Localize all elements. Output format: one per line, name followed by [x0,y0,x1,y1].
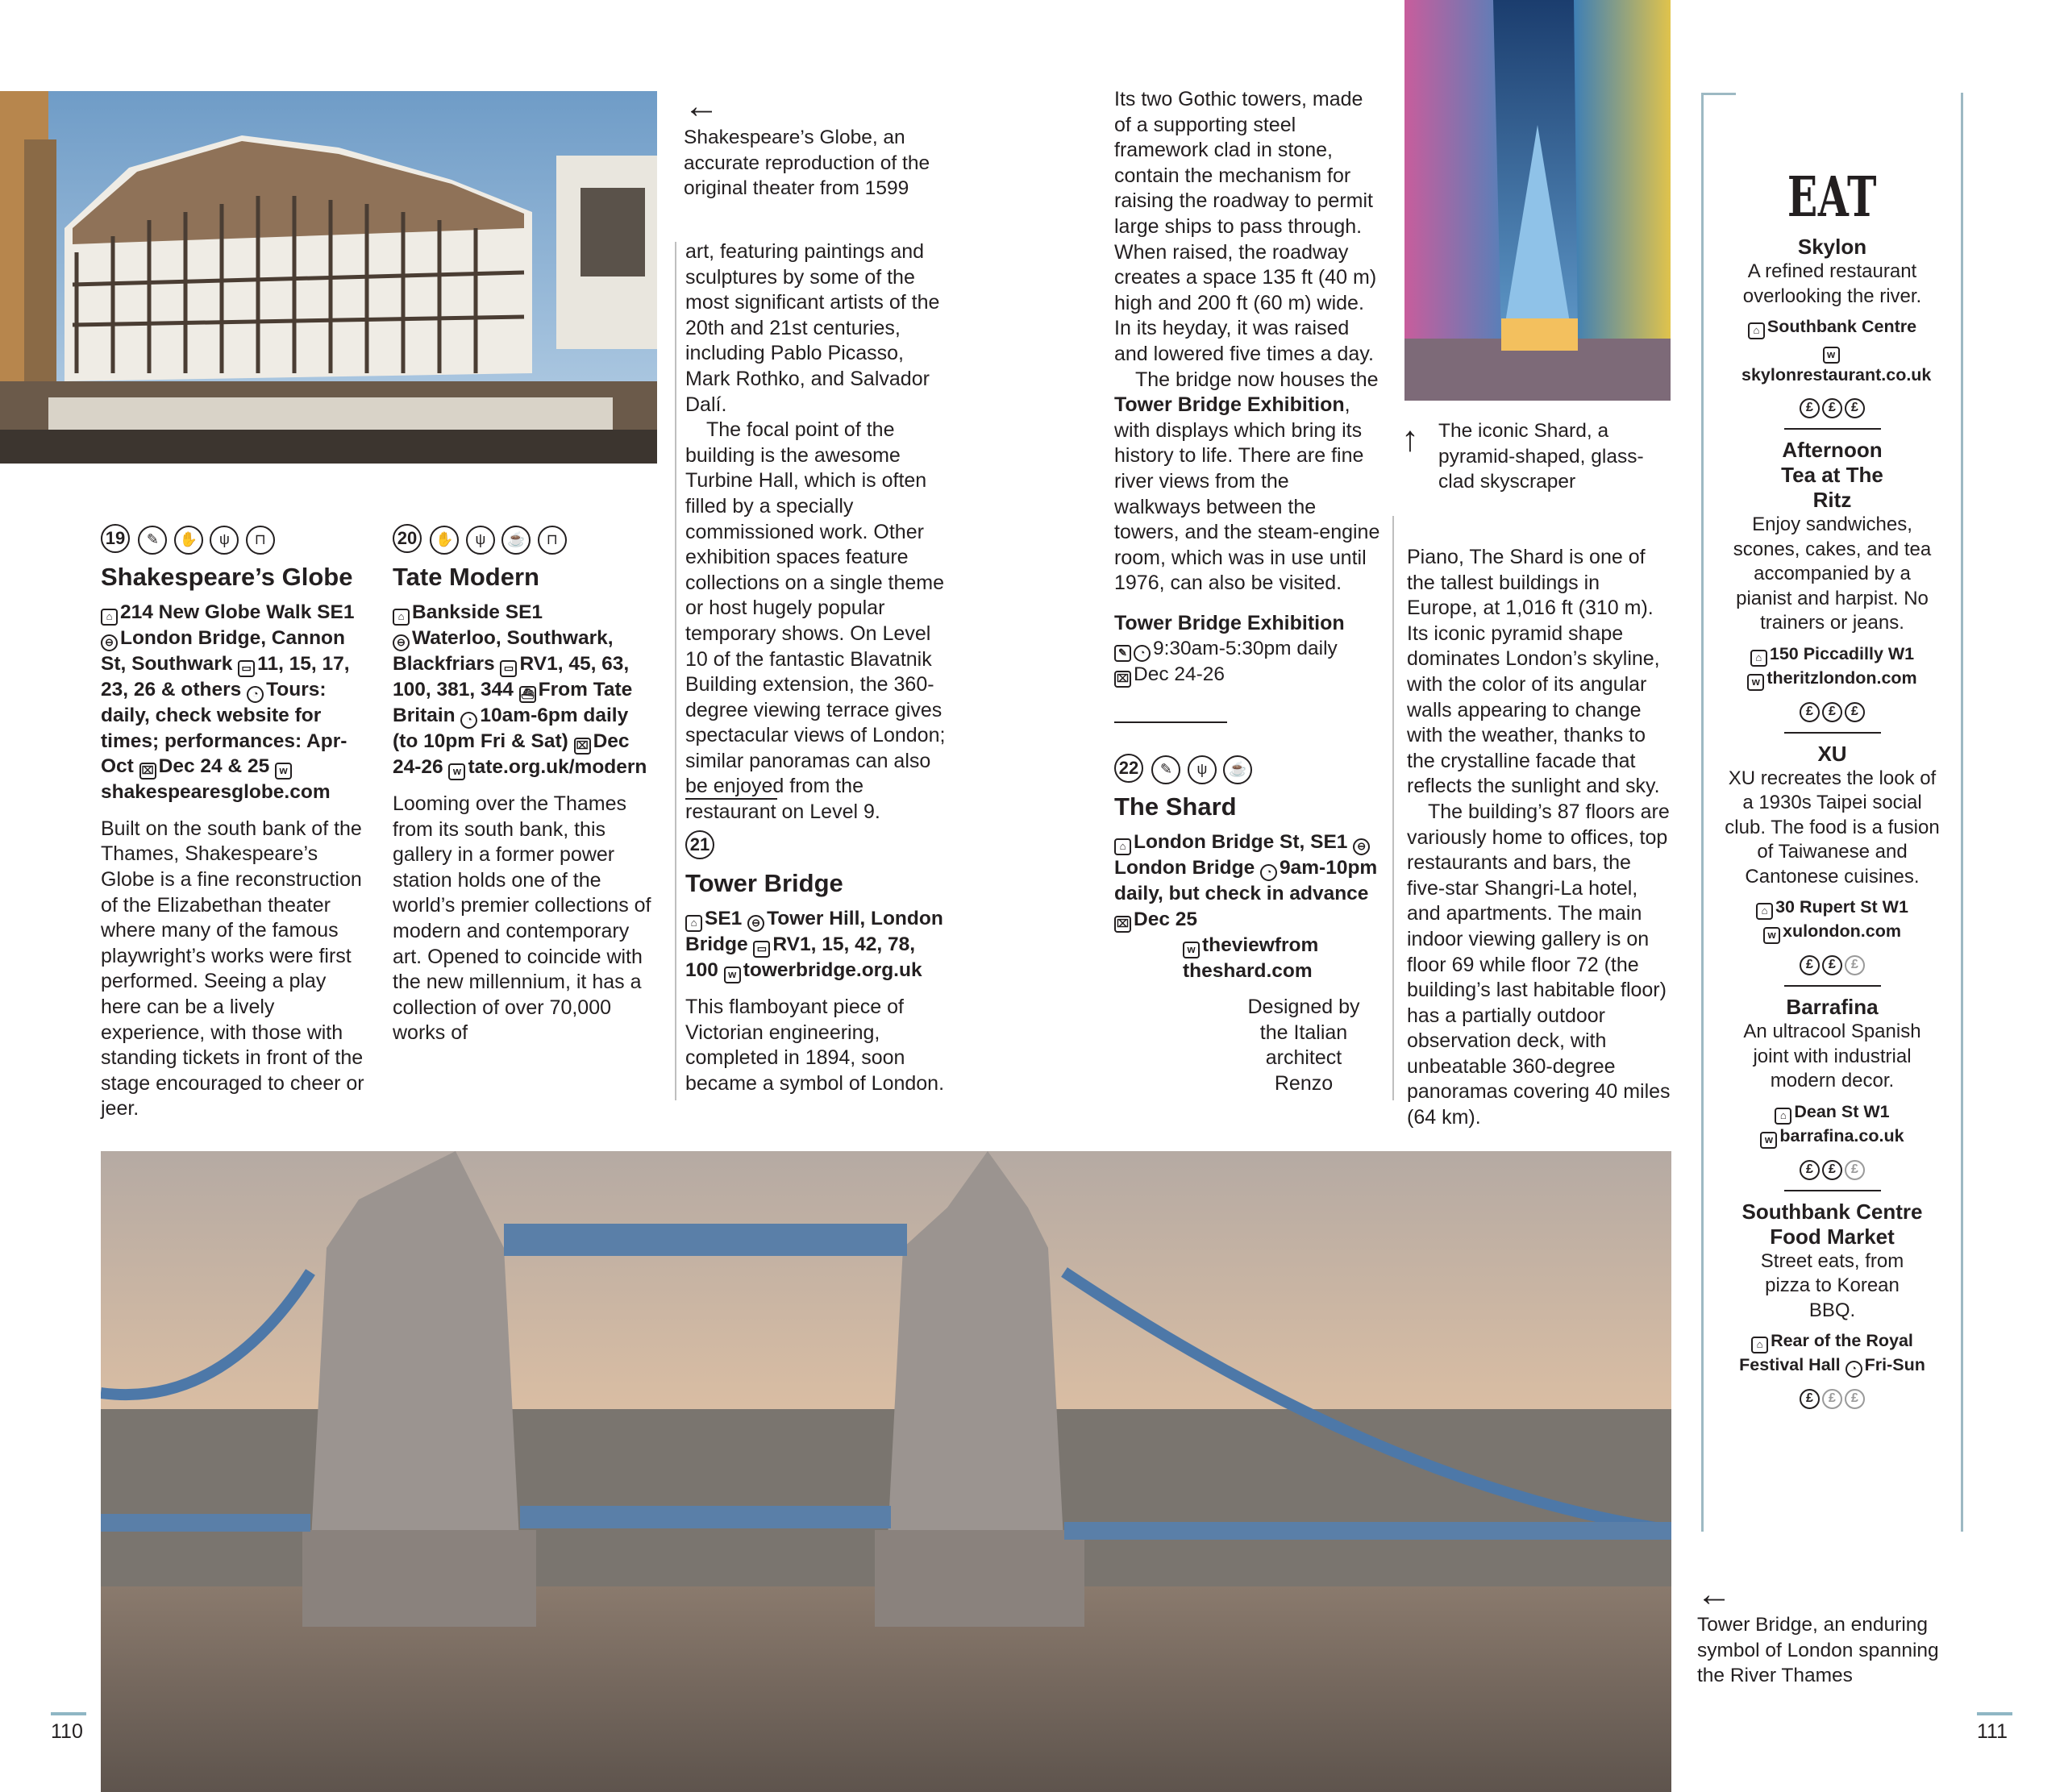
pound-icon: £ [1800,1389,1820,1409]
underground-icon: ⊖ [747,915,764,932]
tower-bridge-continued [1114,87,1380,688]
address: 30 Rupert St W1 [1775,897,1908,917]
transport: Waterloo, Southwark, Blackfriars [393,627,614,675]
eat-divider [1784,985,1881,987]
eat-item-desc: A refined restaurant overlooking the river. [1742,260,1922,307]
entry-title: Tate Modern [393,563,539,591]
arrow-left-icon: ← [1696,1574,1732,1614]
cafe-icon: ☕ [501,526,531,555]
pound-icon: £ [1845,1160,1865,1180]
restaurant-icon: ψ [1188,755,1217,784]
calendar-icon: ⌧ [574,738,591,755]
website-link[interactable]: tate.org.uk/modern [468,756,647,778]
eat-item-desc: Enjoy sandwiches, scones, cakes, and tea accompanied by a pianist and harpist. No trainers or jeans. [1733,513,1932,634]
shard-caption: The iconic Shard, a pyramid-shaped, glass-clad skyscraper [1438,420,1644,493]
feature-icons [685,830,951,866]
entry-number: 21 [685,830,714,859]
website-link[interactable]: theritzlondon.com [1766,667,1917,688]
transport: London Bridge [1114,857,1255,879]
house-icon: ⌂ [1775,1108,1791,1125]
price-rating [1800,398,1865,418]
eat-item-desc: Street eats, from pizza to Korean BBQ. [1760,1249,1904,1321]
ticket-icon: ✎ [138,526,167,555]
underground-icon: ⊖ [393,634,410,651]
price-rating [1800,1160,1865,1180]
eat-item-desc: An ultracool Spanish joint with industrial modern decor. [1743,1021,1921,1091]
body-text: , with displays which bring its history to life. There are fine river views from the walkways between the towers, and the steam-engine room, which was in use until 1976, can also be visited. [1114,393,1380,595]
address: 214 New Globe Walk SE1 [120,601,355,623]
house-icon: ⌂ [1756,903,1773,920]
house-icon: ⌂ [393,609,410,626]
address: Rear of the Royal Festival Hall [1739,1331,1913,1374]
closed: Dec 25 [1134,908,1198,930]
ticket-icon: ✎ [1114,645,1131,662]
calendar-icon: ⌧ [1114,671,1131,688]
closed: Dec 24-26 [1134,663,1226,686]
web-icon: w [1760,1132,1777,1149]
hours: 9:30am-5:30pm daily [1153,638,1338,660]
boat: From Tate Britain [393,679,633,726]
address: London Bridge St, SE1 [1134,831,1348,853]
entry-shard [1114,754,1380,1097]
entry-body: Designed by the Italian architect Renzo [1247,996,1360,1095]
pound-icon: £ [1822,1160,1842,1180]
column-divider [1392,516,1394,1100]
eat-divider [1784,1190,1881,1191]
cafe-icon: ☕ [1223,755,1252,784]
entry-title: The Shard [1114,792,1237,821]
globe-photo [0,91,657,464]
eat-item-name: XU [1817,741,1847,766]
hours: 9am-10pm daily, but check in advance [1114,857,1378,904]
entry-body-cont: art, featuring paintings and sculptures by some of the most significant artists of the 20th and 21st centuries, including Pablo Picasso, Mark Rothko, and Salvador Dalí. [685,240,940,416]
pound-icon: £ [1845,702,1865,722]
web-icon: w [1823,347,1840,364]
website-link[interactable]: xulondon.com [1783,921,1901,941]
eat-item-name: Southbank Centre Food Market [1742,1199,1923,1249]
pound-icon: £ [1800,398,1820,418]
underground-icon: ⊖ [101,634,118,651]
pound-icon: £ [1845,398,1865,418]
eat-item-desc: XU recreates the look of a 1930s Taipei social club. The food is a fusion of Taiwanese and Cantonese cuisines. [1725,767,1940,888]
hours: Fri-Sun [1864,1355,1925,1374]
body-text: The bridge now houses the [1135,368,1379,391]
bridge-caption: Tower Bridge, an enduring symbol of London spanning the River Thames [1697,1614,1939,1687]
eat-item-info [1701,642,1963,691]
eat-item [1701,1200,1963,1410]
pound-icon: £ [1800,1160,1820,1180]
pound-icon: £ [1845,955,1865,975]
entry-body-cont: The focal point of the building is the awesome Turbine Hall, which is often filled by a specially commissioned work. Other exhibition spaces feature collections on a single theme or host hugely popular temporary shows. On Level 10 of the fantastic Blavatnik Building extension, the 360-degree viewing terrace gives spectacular views of London; similar panoramas can also be enjoyed from the restaurant on Level 9. [685,418,946,824]
underground-icon: ⊖ [1353,838,1370,855]
entry-number: 22 [1114,754,1143,783]
clock-icon: ◔ [460,712,477,729]
eat-item-info [1701,1100,1963,1149]
shard-photo [1404,0,1671,401]
eat-divider [1784,732,1881,734]
tower-bridge-photo [101,1151,1671,1792]
bus: 11, 15, 17, 23, 26 & others [101,653,350,701]
entry-tower-bridge [685,830,951,1096]
bus-icon: ▭ [500,660,517,677]
page-number-right: 111 [1977,1720,2008,1743]
entry-number: 20 [393,524,422,553]
page-number-bar [51,1712,86,1715]
entry-body: Looming over the Thames from its south bank, this gallery in a former power station holds one of the world’s premier collections of modern and contemporary art. Opened to coincide with the new millennium, it has a collection of over 70,000 works of [393,792,651,1045]
entry-body-cont: Piano, The Shard is one of the tallest buildings in Europe, at 1,016 ft (310 m). Its iconic pyramid shape dominates London’s skyline, with the color of its angular walls appearing to change with the weather, thanks to the crystalline facade that reflects the sunlight and sky. [1407,546,1660,798]
eat-item [1701,235,1963,418]
hand-icon: ✋ [430,526,459,555]
price-rating [1800,955,1865,975]
body-bold: Tower Bridge Exhibition [1114,393,1345,417]
website-link[interactable]: barrafina.co.uk [1779,1125,1904,1145]
entry-number: 19 [101,524,130,553]
eat-item-name: Skylon [1797,235,1867,259]
tate-continued [685,239,951,825]
transport: London Bridge, Cannon St, Southwark [101,627,345,675]
ticket-icon: ✎ [1151,755,1180,784]
address: Dean St W1 [1794,1101,1890,1121]
entry-title: Shakespeare’s Globe [101,563,353,591]
pound-icon: £ [1822,702,1842,722]
hours: 10am-6pm daily (to 10pm Fri & Sat) [393,705,629,752]
closed: Dec 24-26 [393,730,630,778]
feature-icons [101,524,367,559]
divider [685,798,777,800]
shop-icon: ⊓ [246,526,275,555]
entry-body: Built on the south bank of the Thames, Shakespeare’s Globe is a fine reconstruction of the Elizabethan theater where many of the famous playwright’s works were first performed. Seeing a play here can be a lively experience, with those with standing tickets in front of the stage encouraged to cheer or jeer. [101,817,364,1121]
page-number-left: 110 [51,1720,83,1743]
address: Southbank Centre [1766,317,1917,336]
entry-tate [393,524,659,1046]
shop-icon: ⊓ [538,526,567,555]
web-icon: w [1763,927,1780,944]
exhibition-title: Tower Bridge Exhibition [1114,611,1345,634]
house-icon: ⌂ [101,609,118,626]
arrow-up-icon: ↑ [1401,419,1419,459]
pound-icon: £ [1822,398,1842,418]
entry-body-cont: The building’s 87 floors are variously home to offices, top restaurants and bars, the five-star Shangri-La hotel, and apartments. The main indoor viewing gallery is on floor 69 while floor 72 (the building’s last habitable floor) has a partially outdoor observation deck, with unbeatable 360-degree panoramas covering 40 miles (64 km). [1407,800,1671,1129]
column-divider [675,242,676,1100]
clock-icon: ◔ [1260,864,1277,881]
page-number-bar [1977,1712,2012,1715]
clock-icon: ◔ [1134,645,1151,662]
entry-body: This flamboyant piece of Victorian engineering, completed in 1894, soon became a symbol of London. [685,996,945,1095]
entry-title: Tower Bridge [685,869,843,897]
eat-item-info [1701,1329,1963,1378]
calendar-icon: ⌧ [139,763,156,780]
web-icon: w [724,967,741,983]
entry-info [1114,829,1380,933]
web-icon: w [1183,942,1200,958]
website-link[interactable]: theviewfrom theshard.com [1183,933,1319,982]
eat-item [1701,995,1963,1180]
pound-icon: £ [1822,955,1842,975]
globe-caption: Shakespeare’s Globe, an accurate reproduction of the original theater from 1599 [684,127,930,200]
bus-icon: ▭ [753,941,770,958]
web-icon: w [275,763,292,780]
bus: RV1, 45, 63, 100, 381, 344 [393,653,630,701]
eat-item-name: Barrafina [1786,995,1879,1019]
house-icon: ⌂ [1750,650,1767,667]
divider [1114,721,1227,723]
transport: Tower Hill, London Bridge [685,908,943,955]
closed: Dec 24 & 25 [158,755,270,778]
address: 150 Piccadilly W1 [1769,643,1915,663]
entry-body-cont [1114,368,1380,597]
eat-item [1701,742,1963,976]
eat-divider [1784,428,1881,430]
house-icon: ⌂ [685,915,702,932]
exhibition-info [1114,636,1380,688]
pound-icon: £ [1822,1389,1842,1409]
entry-globe [101,524,367,1122]
hours: Tours: daily, check website for times; performances: Apr-Oct [101,679,347,778]
hand-icon: ✋ [174,526,203,555]
house-icon: ⌂ [1748,322,1765,339]
eat-item-name: Afternoon Tea at The Ritz [1781,438,1883,512]
eat-item [1701,438,1963,722]
house-icon: ⌂ [1114,838,1131,855]
entry-info [101,600,367,805]
feature-icons [393,524,659,559]
bus: RV1, 15, 42, 78, 100 [685,933,916,981]
website-link[interactable]: skylonrestaurant.co.uk [1742,365,1932,385]
bus-icon: ▭ [238,660,255,677]
entry-info [685,906,951,983]
house-icon: ⌂ [1751,1337,1768,1353]
web-icon: w [1747,674,1764,691]
pound-icon: £ [1800,955,1820,975]
calendar-icon: ⌧ [1114,916,1131,933]
pound-icon: £ [1845,1389,1865,1409]
feature-icons [1114,754,1380,789]
entry-web [1114,933,1380,984]
price-rating [1800,1389,1865,1409]
address: SE1 [705,908,743,929]
entry-body-cont: Its two Gothic towers, made of a supporting steel framework clad in stone, contain the mechanism for raising the roadway to permit large ships to pass through. When raised, the roadway creates a space 135 ft (40 m) high and 200 ft (60 m) wide. In its heyday, it was raised and lowered five times a day. [1114,88,1377,365]
web-icon: w [448,763,465,780]
eat-title: EAT [1787,165,1878,230]
clock-icon: ◔ [247,686,264,703]
website-link[interactable]: shakespearesglobe.com [101,781,331,804]
restaurant-icon: ψ [466,526,495,555]
price-rating [1800,702,1865,722]
arrow-left-icon: ← [684,86,719,126]
entry-info [393,600,659,780]
eat-item-info [1701,315,1963,387]
website-link[interactable]: towerbridge.org.uk [743,959,922,981]
boat-icon: ⛴ [519,686,536,703]
pound-icon: £ [1800,702,1820,722]
eat-item-info [1701,896,1963,944]
address: Bankside SE1 [412,601,543,623]
clock-icon: ◔ [1846,1361,1862,1378]
shard-continued [1407,545,1673,1131]
eat-sidebar [1701,93,1963,1409]
restaurant-icon: ψ [210,526,239,555]
